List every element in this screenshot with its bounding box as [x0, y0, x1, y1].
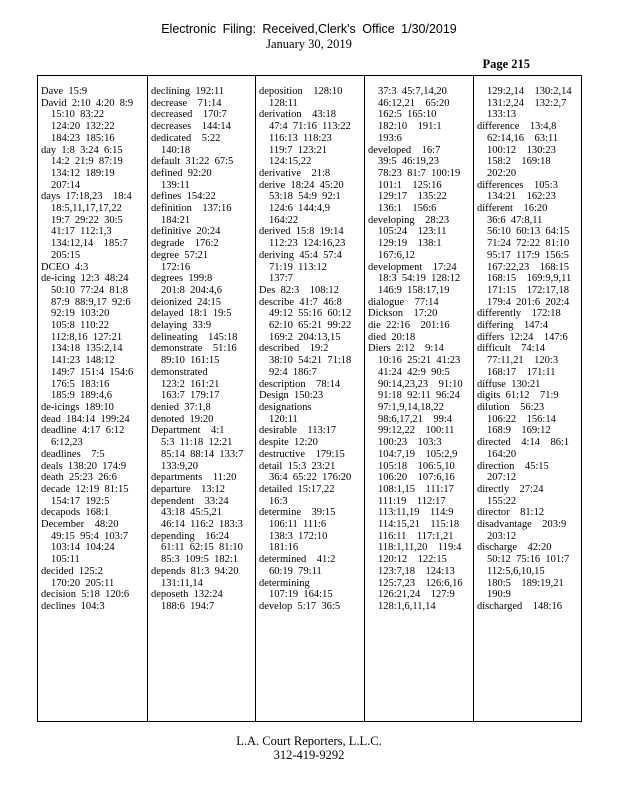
- index-entry-continuation: 92:19 103:20: [51, 308, 110, 320]
- index-entry-continuation: 116:11 117:1,21: [378, 530, 454, 542]
- index-entry-continuation: 184:21: [161, 214, 191, 226]
- index-entry: de-icings 189:10: [41, 401, 114, 413]
- index-entry-continuation: 129:2,14 130:2,14: [487, 86, 572, 97]
- index-entry: de-icing 12:3 48:24: [41, 273, 129, 285]
- index-entry-continuation: 111:19 112:17: [378, 495, 446, 507]
- index-entry-continuation: 123:2 161:21: [161, 378, 220, 390]
- index-entry-continuation: 36:6 47:8,11: [487, 214, 543, 226]
- index-entry-continuation: 14:2 21:9 87:19: [51, 156, 123, 168]
- index-entry: decided 125:2: [41, 565, 103, 577]
- index-entry-continuation: 89:10 161:15: [161, 355, 220, 367]
- index-entry: detail 15:3 23:21: [259, 460, 336, 472]
- index-entry-continuation: 6:12,23: [51, 437, 83, 449]
- index-entry: denied 37:1,8: [151, 401, 211, 413]
- index-entry-continuation: 78:23 81:7 100:19: [378, 167, 461, 179]
- index-entry-continuation: 169:2 204:13,15: [269, 331, 341, 343]
- index-entry-continuation: 61:11 62:15 81:10: [161, 542, 243, 554]
- index-entry-continuation: 136:1 156:6: [378, 203, 437, 215]
- index-entry-continuation: 171:15 172:17,18: [487, 284, 569, 296]
- index-entry: declining 192:11: [151, 86, 225, 97]
- index-entry-continuation: 87:9 88:9,17 92:6: [51, 296, 131, 308]
- index-entry-continuation: 179:4 201:6 202:4: [487, 296, 570, 308]
- index-entry-continuation: 106:11 111:6: [269, 519, 327, 531]
- index-entry: December 48:20: [41, 519, 119, 531]
- index-entry-continuation: 116:13 118:23: [269, 132, 332, 144]
- index-entry-continuation: 99:12,22 100:11: [378, 425, 455, 437]
- index-entry-continuation: 190:9: [487, 589, 511, 601]
- index-entry: decade 12:19 81:15: [41, 483, 129, 495]
- index-entry: Dave 15:9: [41, 86, 88, 97]
- court-reporter-name: L.A. Court Reporters, L.L.C.: [236, 734, 382, 748]
- index-entry-continuation: 95:17 117:9 156:5: [487, 249, 569, 261]
- index-entry-continuation: 106:20 107:6,16: [378, 472, 455, 484]
- index-entry-continuation: 85:14 88:14 133:7: [161, 448, 244, 460]
- index-entry-continuation: 36:4 65:22 176:20: [269, 472, 352, 484]
- index-entry: dialogue 77:14: [368, 296, 439, 308]
- index-entry: developing 28:23: [368, 214, 450, 226]
- index-entry-continuation: 176:5 183:16: [51, 378, 110, 390]
- index-entry-continuation: 62:10 65:21 99:22: [269, 320, 352, 332]
- index-entry-continuation: 53:18 54:9 92:1: [269, 191, 341, 203]
- index-entry: depends 81:3 94:20: [151, 565, 239, 577]
- index-entry: derived 15:8 19:14: [259, 226, 344, 238]
- index-entry: Department 4:1: [151, 425, 225, 437]
- index-entry-continuation: 125:7,23 126:6,16: [378, 577, 463, 589]
- index-entry: despite 12:20: [259, 437, 318, 449]
- index-entry: degree 57:21: [151, 249, 209, 261]
- index-entry: departure 13:12: [151, 483, 226, 495]
- index-entry-continuation: 60:19 79:11: [269, 565, 322, 577]
- index-column-2: [147, 76, 255, 721]
- index-entry: described 19:2: [259, 343, 329, 355]
- index-entry-continuation: 77:11,21 120:3: [487, 355, 559, 367]
- index-entry: derivative 21:8: [259, 167, 331, 179]
- index-entry-continuation: 105:8 110:22: [51, 320, 109, 332]
- index-entry: developed 16:7: [368, 144, 441, 156]
- index-entry: demonstrate 51:16: [151, 343, 237, 355]
- index-entry: day 1:8 3:24 6:15: [41, 144, 123, 156]
- index-entry-continuation: 170:20 205:11: [51, 577, 115, 589]
- index-entry-continuation: 18:5,11,17,17,22: [51, 203, 122, 215]
- index-entry-continuation: 164:20: [487, 448, 517, 460]
- index-entry-continuation: 139:11: [161, 179, 190, 191]
- index-entry-continuation: 62:14,16 63:11: [487, 132, 559, 144]
- index-column-3: [255, 76, 364, 721]
- index-entry: directly 27:24: [477, 483, 544, 495]
- index-entry-continuation: 91:18 92:11 96:24: [378, 390, 460, 402]
- index-entry-continuation: 133:13: [487, 109, 517, 121]
- index-entry-continuation: 155:22: [487, 495, 517, 507]
- index-entry-continuation: 37:3 45:7,14,20: [378, 86, 447, 97]
- index-entry: develop 5:17 36:5: [259, 600, 341, 612]
- index-entry: derivation 43:18: [259, 109, 336, 121]
- index-entry: degrees 199:8: [151, 273, 213, 285]
- index-entry: degrade 176:2: [151, 238, 219, 250]
- index-entry-continuation: 168:15 169:9,9,11: [487, 273, 572, 285]
- index-entry: departments 11:20: [151, 472, 237, 484]
- index-entry: decreases 144:14: [151, 121, 231, 133]
- index-entry: differs 12:24 147:6: [477, 331, 568, 343]
- index-entry: Diers 2:12 9:14: [368, 343, 444, 355]
- index-entry-continuation: 106:22 156:14: [487, 413, 556, 425]
- index-entry-continuation: 107:19 164:15: [269, 589, 333, 601]
- index-entry: Des 82:3 108:12: [259, 284, 339, 296]
- index-entry: days 17:18,23 18:4: [41, 191, 132, 203]
- word-index-table: [37, 75, 582, 722]
- index-entry-continuation: 71:24 72:22 81:10: [487, 238, 570, 250]
- index-entry-continuation: 100:23 103:3: [378, 437, 442, 449]
- index-entry: deionized 24:15: [151, 296, 221, 308]
- index-entry: decrease 71:14: [151, 97, 222, 109]
- index-entry-continuation: 172:16: [161, 261, 191, 273]
- index-entry-continuation: 128:11: [269, 97, 298, 109]
- index-entry-continuation: 128:1,6,11,14: [378, 600, 436, 612]
- index-entry: differences 105:3: [477, 179, 558, 191]
- index-entry-continuation: 134:12 189:19: [51, 167, 115, 179]
- index-entry-continuation: 108:1,15 111:17: [378, 483, 454, 495]
- index-entry: derive 18:24 45:20: [259, 179, 344, 191]
- index-entry: definitive 20:24: [151, 226, 221, 238]
- index-entry-continuation: 182:10 191:1: [378, 121, 442, 133]
- index-entry-continuation: 137:7: [269, 273, 293, 285]
- index-entry: describe 41:7 46:8: [259, 296, 342, 308]
- index-entry: DCEO 4:3: [41, 261, 89, 273]
- index-entry: direction 45:15: [477, 460, 549, 472]
- index-entry-continuation: 131:11,14: [161, 577, 203, 589]
- index-entry-continuation: 126:21,24 127:9: [378, 589, 455, 601]
- index-entry: differently 172:18: [477, 308, 561, 320]
- index-entry: disadvantage 203:9: [477, 519, 567, 531]
- index-entry: David 2:10 4:20 8:9: [41, 97, 134, 109]
- index-entry-continuation: 201:8 204:4,6: [161, 284, 222, 296]
- index-entry-continuation: 85:3 109:5 182:1: [161, 554, 239, 566]
- index-entry-continuation: 16:3: [269, 495, 288, 507]
- index-entry: delaying 33:9: [151, 320, 212, 332]
- index-entry: defines 154:22: [151, 191, 216, 203]
- index-entry-continuation: 90:14,23,23 91:10: [378, 378, 463, 390]
- index-entry: diffuse 130:21: [477, 378, 541, 390]
- index-entry-continuation: 149:7 151:4 154:6: [51, 366, 134, 378]
- index-entry: discharged 148:16: [477, 600, 562, 612]
- index-entry-continuation: 120:12 122:15: [378, 554, 447, 566]
- index-entry: determined 41:2: [259, 554, 336, 566]
- index-entry-continuation: 129:19 138:1: [378, 238, 442, 250]
- index-entry: different 16:20: [477, 203, 548, 215]
- index-entry: discharge 42:20: [477, 542, 552, 554]
- index-entry: default 31:22 67:5: [151, 156, 234, 168]
- index-entry-continuation: 184:23 185:16: [51, 132, 115, 144]
- index-entry: development 17:24: [368, 261, 457, 273]
- index-entry-continuation: 49:12 55:16 60:12: [269, 308, 352, 320]
- index-entry-continuation: 18:3 54:19 128:12: [378, 273, 461, 285]
- index-entry-continuation: 105:11: [51, 554, 80, 566]
- index-entry: died 20:18: [368, 331, 416, 343]
- index-entry-continuation: 47:4 71:16 113:22: [269, 121, 351, 133]
- index-entry-continuation: 38:10 54:21 71:18: [269, 355, 352, 367]
- index-entry-continuation: 207:12: [487, 472, 517, 484]
- index-entry: difficult 74:14: [477, 343, 546, 355]
- index-entry: detailed 15:17,22: [259, 483, 335, 495]
- index-entry-continuation: 119:7 123:21: [269, 144, 327, 156]
- index-entry-continuation: 168:9 169:12: [487, 425, 551, 437]
- index-entry-continuation: 193:6: [378, 132, 402, 144]
- index-entry-continuation: 131:2,24 132:2,7: [487, 97, 567, 109]
- index-entry-continuation: 167:6,12: [378, 249, 416, 261]
- index-entry: destructive 179:15: [259, 448, 345, 460]
- index-entry: difference 13:4,8: [477, 121, 557, 133]
- index-entry-continuation: 112:8,16 127:21: [51, 331, 123, 343]
- index-entry-continuation: 10:16 25:21 41:23: [378, 355, 461, 367]
- index-entry: director 81:12: [477, 507, 545, 519]
- index-entry-continuation: 205:15: [51, 249, 81, 261]
- index-entry: differing 147:4: [477, 320, 548, 332]
- index-entry-continuation: 158:2 169:18: [487, 156, 551, 168]
- index-entry-continuation: 105:18 106:5,10: [378, 460, 455, 472]
- index-entry-continuation: 15:10 83:22: [51, 109, 105, 121]
- index-entry-continuation: 105:24 123:11: [378, 226, 447, 238]
- index-entry-continuation: 163:7 179:17: [161, 390, 220, 402]
- index-entry: deposeth 132:24: [151, 589, 223, 601]
- index-entry-continuation: 124:15,22: [269, 156, 312, 168]
- index-entry: deals 138:20 174:9: [41, 460, 127, 472]
- index-entry: delineating 145:18: [151, 331, 238, 343]
- index-entry-continuation: 180:5 189:19,21: [487, 577, 564, 589]
- index-entry-continuation: 113:11,19 114:9: [378, 507, 454, 519]
- index-entry-continuation: 181:16: [269, 542, 299, 554]
- index-entry-continuation: 202:20: [487, 167, 517, 179]
- index-entry-continuation: 167:22,23 168:15: [487, 261, 569, 273]
- index-entry-continuation: 41:17 112:1,3: [51, 226, 112, 238]
- index-entry: determine 39:15: [259, 507, 336, 519]
- index-entry: defined 92:20: [151, 167, 212, 179]
- index-entry: decapods 168:1: [41, 507, 110, 519]
- index-entry: dedicated 5:22: [151, 132, 221, 144]
- index-entry-continuation: 207:14: [51, 179, 81, 191]
- index-column-5: [473, 76, 581, 721]
- index-entry: directed 4:14 86:1: [477, 437, 570, 449]
- index-entry: denoted 19:20: [151, 413, 214, 425]
- index-entry: deadline 4:17 6:12: [41, 425, 125, 437]
- index-entry-continuation: 134:12,14 185:7: [51, 238, 128, 250]
- index-entry-continuation: 120:11: [269, 413, 298, 425]
- page-number: Page 215: [482, 57, 530, 71]
- index-entry-continuation: 43:18 45:5,21: [161, 507, 222, 519]
- index-column-4: [364, 76, 473, 721]
- filing-stamp-header: Electronic Filing: Received,Clerk's Office 1/30/2019: [161, 22, 457, 36]
- index-entry-continuation: 124:20 132:22: [51, 121, 115, 133]
- index-entry: determining: [259, 577, 310, 589]
- index-entry-continuation: 188:6 194:7: [161, 600, 215, 612]
- index-entry: deriving 45:4 57:4: [259, 249, 342, 261]
- index-entry-continuation: 133:9,20: [161, 460, 199, 472]
- index-entry: deposition 128:10: [259, 86, 343, 97]
- index-entry-continuation: 118:1,11,20 119:4: [378, 542, 462, 554]
- index-entry-continuation: 162:5 165:10: [378, 109, 437, 121]
- index-entry: declines 104:3: [41, 600, 105, 612]
- index-entry-continuation: 154:17 192:5: [51, 495, 110, 507]
- index-entry-continuation: 146:9 158:17,19: [378, 284, 450, 296]
- index-entry: demonstrated: [151, 366, 208, 378]
- index-entry-continuation: 39:5 46:19,23: [378, 156, 439, 168]
- index-entry-continuation: 134:18 135:2,14: [51, 343, 123, 355]
- index-entry: definition 137:16: [151, 203, 232, 215]
- index-entry: digits 61:12 71:9: [477, 390, 559, 402]
- index-entry-continuation: 50:12 75:16 101:7: [487, 554, 570, 566]
- index-entry-continuation: 138:3 172:10: [269, 530, 328, 542]
- index-entry-continuation: 71:19 113:12: [269, 261, 327, 273]
- index-entry: dependent 33:24: [151, 495, 229, 507]
- index-entry-continuation: 124:6 144:4,9: [269, 203, 330, 215]
- index-entry-continuation: 56:10 60:13 64:15: [487, 226, 570, 238]
- index-entry: death 25:23 26:6: [41, 472, 117, 484]
- index-entry-continuation: 168:17 171:11: [487, 366, 556, 378]
- index-entry-continuation: 100:12 130:23: [487, 144, 556, 156]
- index-entry: dead 184:14 199:24: [41, 413, 130, 425]
- index-entry: Dickson 17:20: [368, 308, 438, 320]
- index-entry-continuation: 140:18: [161, 144, 191, 156]
- index-entry-continuation: 46:14 116:2 183:3: [161, 519, 243, 531]
- index-entry: delayed 18:1 19:5: [151, 308, 232, 320]
- filing-date: January 30, 2019: [266, 37, 352, 51]
- index-entry: Design 150:23: [259, 390, 324, 402]
- index-entry-continuation: 19:7 29:22 30:5: [51, 214, 123, 226]
- index-entry-continuation: 5:3 11:18 12:21: [161, 437, 233, 449]
- index-entry-continuation: 97:1,9,14,18,22: [378, 401, 444, 413]
- index-entry-continuation: 101:1 125:16: [378, 179, 442, 191]
- index-entry: decreased 170:7: [151, 109, 227, 121]
- index-entry: designations: [259, 401, 312, 413]
- index-entry-continuation: 103:14 104:24: [51, 542, 115, 554]
- index-entry-continuation: 46:12,21 65:20: [378, 97, 450, 109]
- index-entry: depending 16:24: [151, 530, 230, 542]
- court-reporter-phone: 312-419-9292: [273, 748, 345, 762]
- index-column-1: [38, 76, 147, 721]
- index-entry-continuation: 112:5,6,10,15: [487, 565, 545, 577]
- index-entry: dilution 56:23: [477, 401, 545, 413]
- index-entry: deadlines 7:5: [41, 448, 105, 460]
- index-entry-continuation: 185:9 189:4,6: [51, 390, 112, 402]
- index-entry-continuation: 114:15,21 115:18: [378, 519, 460, 531]
- index-entry-continuation: 134:21 162:23: [487, 191, 556, 203]
- index-entry-continuation: 123:7,18 124:13: [378, 565, 455, 577]
- index-entry-continuation: 98:6,17,21 99:4: [378, 413, 453, 425]
- index-entry-continuation: 92:4 186:7: [269, 366, 317, 378]
- index-entry-continuation: 50:10 77:24 81:8: [51, 284, 129, 296]
- index-entry-continuation: 41:24 42:9 90:5: [378, 366, 450, 378]
- index-entry: decision 5:18 120:6: [41, 589, 130, 601]
- index-entry-continuation: 112:23 124:16,23: [269, 238, 346, 250]
- index-entry-continuation: 141:23 148:12: [51, 355, 115, 367]
- index-entry: desirable 113:17: [259, 425, 337, 437]
- index-entry-continuation: 129:17 135:22: [378, 191, 447, 203]
- index-entry: description 78:14: [259, 378, 341, 390]
- index-entry-continuation: 203:12: [487, 530, 517, 542]
- index-entry-continuation: 104:7,19 105:2,9: [378, 448, 458, 460]
- index-entry: die 22:16 201:16: [368, 320, 450, 332]
- index-entry-continuation: 49:15 95:4 103:7: [51, 530, 129, 542]
- index-entry-continuation: 164:22: [269, 214, 299, 226]
